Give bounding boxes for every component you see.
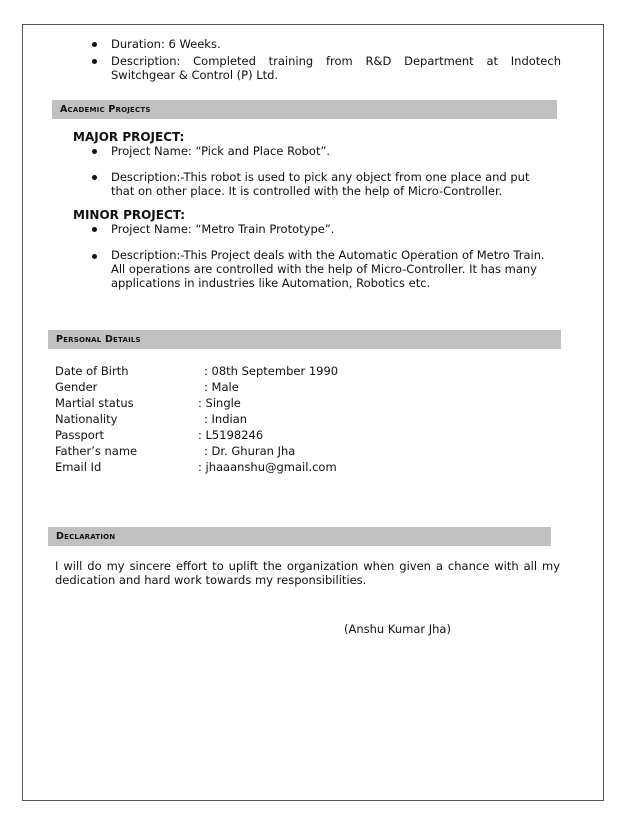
detail-value: : Indian [204, 412, 248, 426]
detail-label: Nationality [55, 412, 118, 426]
bullet-icon [92, 254, 97, 259]
minor-project-description: Description:-This Project deals with the Automatic Operation of Metro Train. All operations are controlled with the help of Micro-Controller. It has many applications in industries like Automation, Robotics etc. [111, 248, 545, 290]
declaration-text: I will do my sincere effort to uplift the organization when given a chance with all my dedication and hard work towards my responsibilities. [55, 559, 560, 587]
training-duration: Duration: 6 Weeks. [111, 37, 221, 51]
detail-label: Email Id [55, 460, 102, 474]
bullet-icon [92, 59, 97, 64]
detail-label: Gender [55, 380, 98, 394]
section-heading-academic: Academic Projects [60, 104, 151, 115]
detail-value: : L5198246 [198, 428, 264, 442]
detail-value: : jhaaanshu@gmail.com [198, 460, 337, 474]
detail-label: Date of Birth [55, 364, 129, 378]
major-project-title: MAJOR PROJECT: [73, 130, 185, 144]
detail-value: : Male [204, 380, 239, 394]
major-project-name: Project Name: “Pick and Place Robot”. [111, 144, 331, 158]
section-band-personal [48, 330, 561, 349]
section-heading-personal: Personal Details [56, 334, 141, 345]
section-band-academic [52, 100, 557, 119]
major-project-description: Description:-This robot is used to pick any object from one place and put that on other place. It is controlled with the help of Micro-Controller. [111, 170, 530, 198]
bullet-icon [92, 149, 97, 154]
detail-label: Martial status [55, 396, 134, 410]
detail-value: : 08th September 1990 [204, 364, 339, 378]
detail-label: Passport [55, 428, 105, 442]
section-heading-declaration: Declaration [56, 531, 116, 542]
detail-value: : Single [198, 396, 241, 410]
section-band-declaration [48, 527, 551, 546]
bullet-icon [92, 175, 97, 180]
detail-label: Father’s name [55, 444, 138, 458]
signature: (Anshu Kumar Jha) [344, 622, 451, 636]
detail-value: : Dr. Ghuran Jha [204, 444, 296, 458]
bullet-icon [92, 42, 97, 47]
minor-project-name: Project Name: “Metro Train Prototype”. [111, 222, 335, 236]
minor-project-title: MINOR PROJECT: [73, 208, 186, 222]
training-description: Description: Completed training from R&D Department at Indotech Switchgear & Control (P) Ltd. [111, 54, 561, 82]
bullet-icon [92, 227, 97, 232]
